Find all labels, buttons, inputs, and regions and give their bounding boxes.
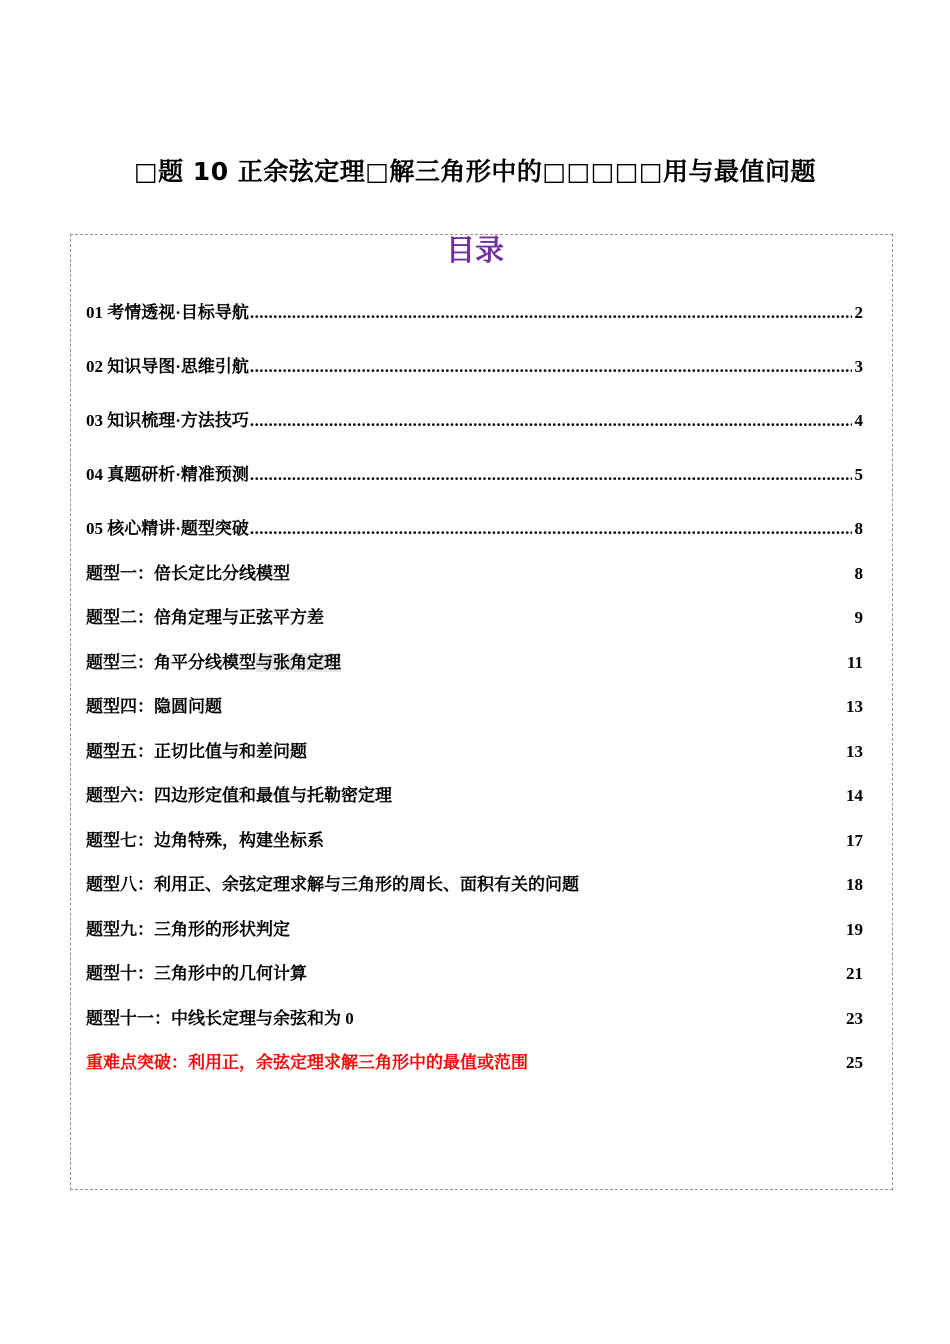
toc-entry-05[interactable] [86,514,863,559]
toc-item-type-9[interactable] [86,915,863,960]
dot-leader [250,303,852,323]
toc-item-page: 25 [846,1053,863,1072]
toc-heading: 目录 [445,233,504,267]
toc-entry-page: 2 [854,303,863,322]
toc-item-label: 题型二：倍角定理与正弦平方差 [86,608,324,627]
toc-item-page: 17 [846,830,863,850]
toc-item-label: 题型一：倍长定比分线模型 [86,563,290,583]
toc-item-type-1[interactable] [86,559,863,604]
document-title: □题 10 正余弦定理□解三角形中的□□□□□用与最值问题 [133,157,817,186]
toc-item-label-highlighted: 与张角定理 [256,652,341,672]
toc-item-type-11[interactable] [86,1004,863,1049]
toc-item-label: 题型六：四边形定值和最值与托勒密定理 [86,786,392,805]
dot-leader [250,519,852,539]
toc-item-type-4[interactable] [86,692,863,737]
toc-item-page: 21 [846,964,863,983]
toc-item-page: 18 [846,875,863,894]
toc-item-type-5[interactable] [86,737,863,782]
toc-item-page: 13 [846,741,863,761]
toc-item-page: 8 [854,563,863,583]
toc-entry-label: 04 真题研析·精准预测 [86,465,249,484]
toc-entry-label: 01 考情透视·目标导航 [86,303,249,322]
toc-item-page: 13 [846,697,863,716]
toc-entry-04[interactable] [86,460,863,514]
toc-entry-label: 02 知识导图·思维引航 [86,357,249,376]
toc-item-label: 题型五：正切比值与和差问题 [86,741,307,761]
toc-entry-page: 5 [854,465,863,484]
toc-item-type-8[interactable] [86,870,863,915]
toc-item-page: 14 [846,786,863,805]
toc-item-page: 9 [854,608,863,627]
toc-entry-label: 03 知识梳理·方法技巧 [86,411,249,430]
toc-entry-page: 8 [854,519,863,538]
toc-item-label: 题型十一：中线长定理与余弦和为 0 [86,1008,354,1028]
toc-entry-page: 3 [854,357,863,376]
toc-item-label: 题型七：边角特殊，构建坐标系 [86,830,324,850]
toc-entry-03[interactable] [86,406,863,460]
toc-item-page: 19 [846,919,863,939]
toc-item-label-part: 题型三：角平分线模型 [86,652,256,672]
dot-leader [250,465,852,485]
toc-item-label: 题型十：三角形中的几何计算 [86,964,307,983]
toc-item-label: 题型八：利用正、余弦定理求解与三角形的周长、面积有关的问题 [86,875,579,894]
toc-entry-01[interactable] [86,298,863,352]
toc-list [86,298,863,1093]
toc-item-label [86,648,341,673]
toc-item-type-2[interactable] [86,603,863,648]
toc-item-label: 题型九：三角形的形状判定 [86,919,290,939]
toc-item-label: 重难点突破：利用正，余弦定理求解三角形中的最值或范围 [86,1053,528,1072]
toc-item-page: 23 [846,1008,863,1028]
toc-item-type-6[interactable] [86,781,863,826]
toc-entry-page: 4 [854,411,863,430]
toc-item-page: 11 [846,652,863,672]
dot-leader [250,357,852,377]
toc-item-label: 题型四：隐圆问题 [86,697,222,716]
toc-item-key-breakthrough[interactable] [86,1048,863,1093]
toc-item-type-3[interactable] [86,648,863,693]
toc-item-type-7[interactable] [86,826,863,871]
toc-entry-label: 05 核心精讲·题型突破 [86,519,249,538]
toc-entry-02[interactable] [86,352,863,406]
toc-item-type-10[interactable] [86,959,863,1004]
dot-leader [250,411,852,431]
